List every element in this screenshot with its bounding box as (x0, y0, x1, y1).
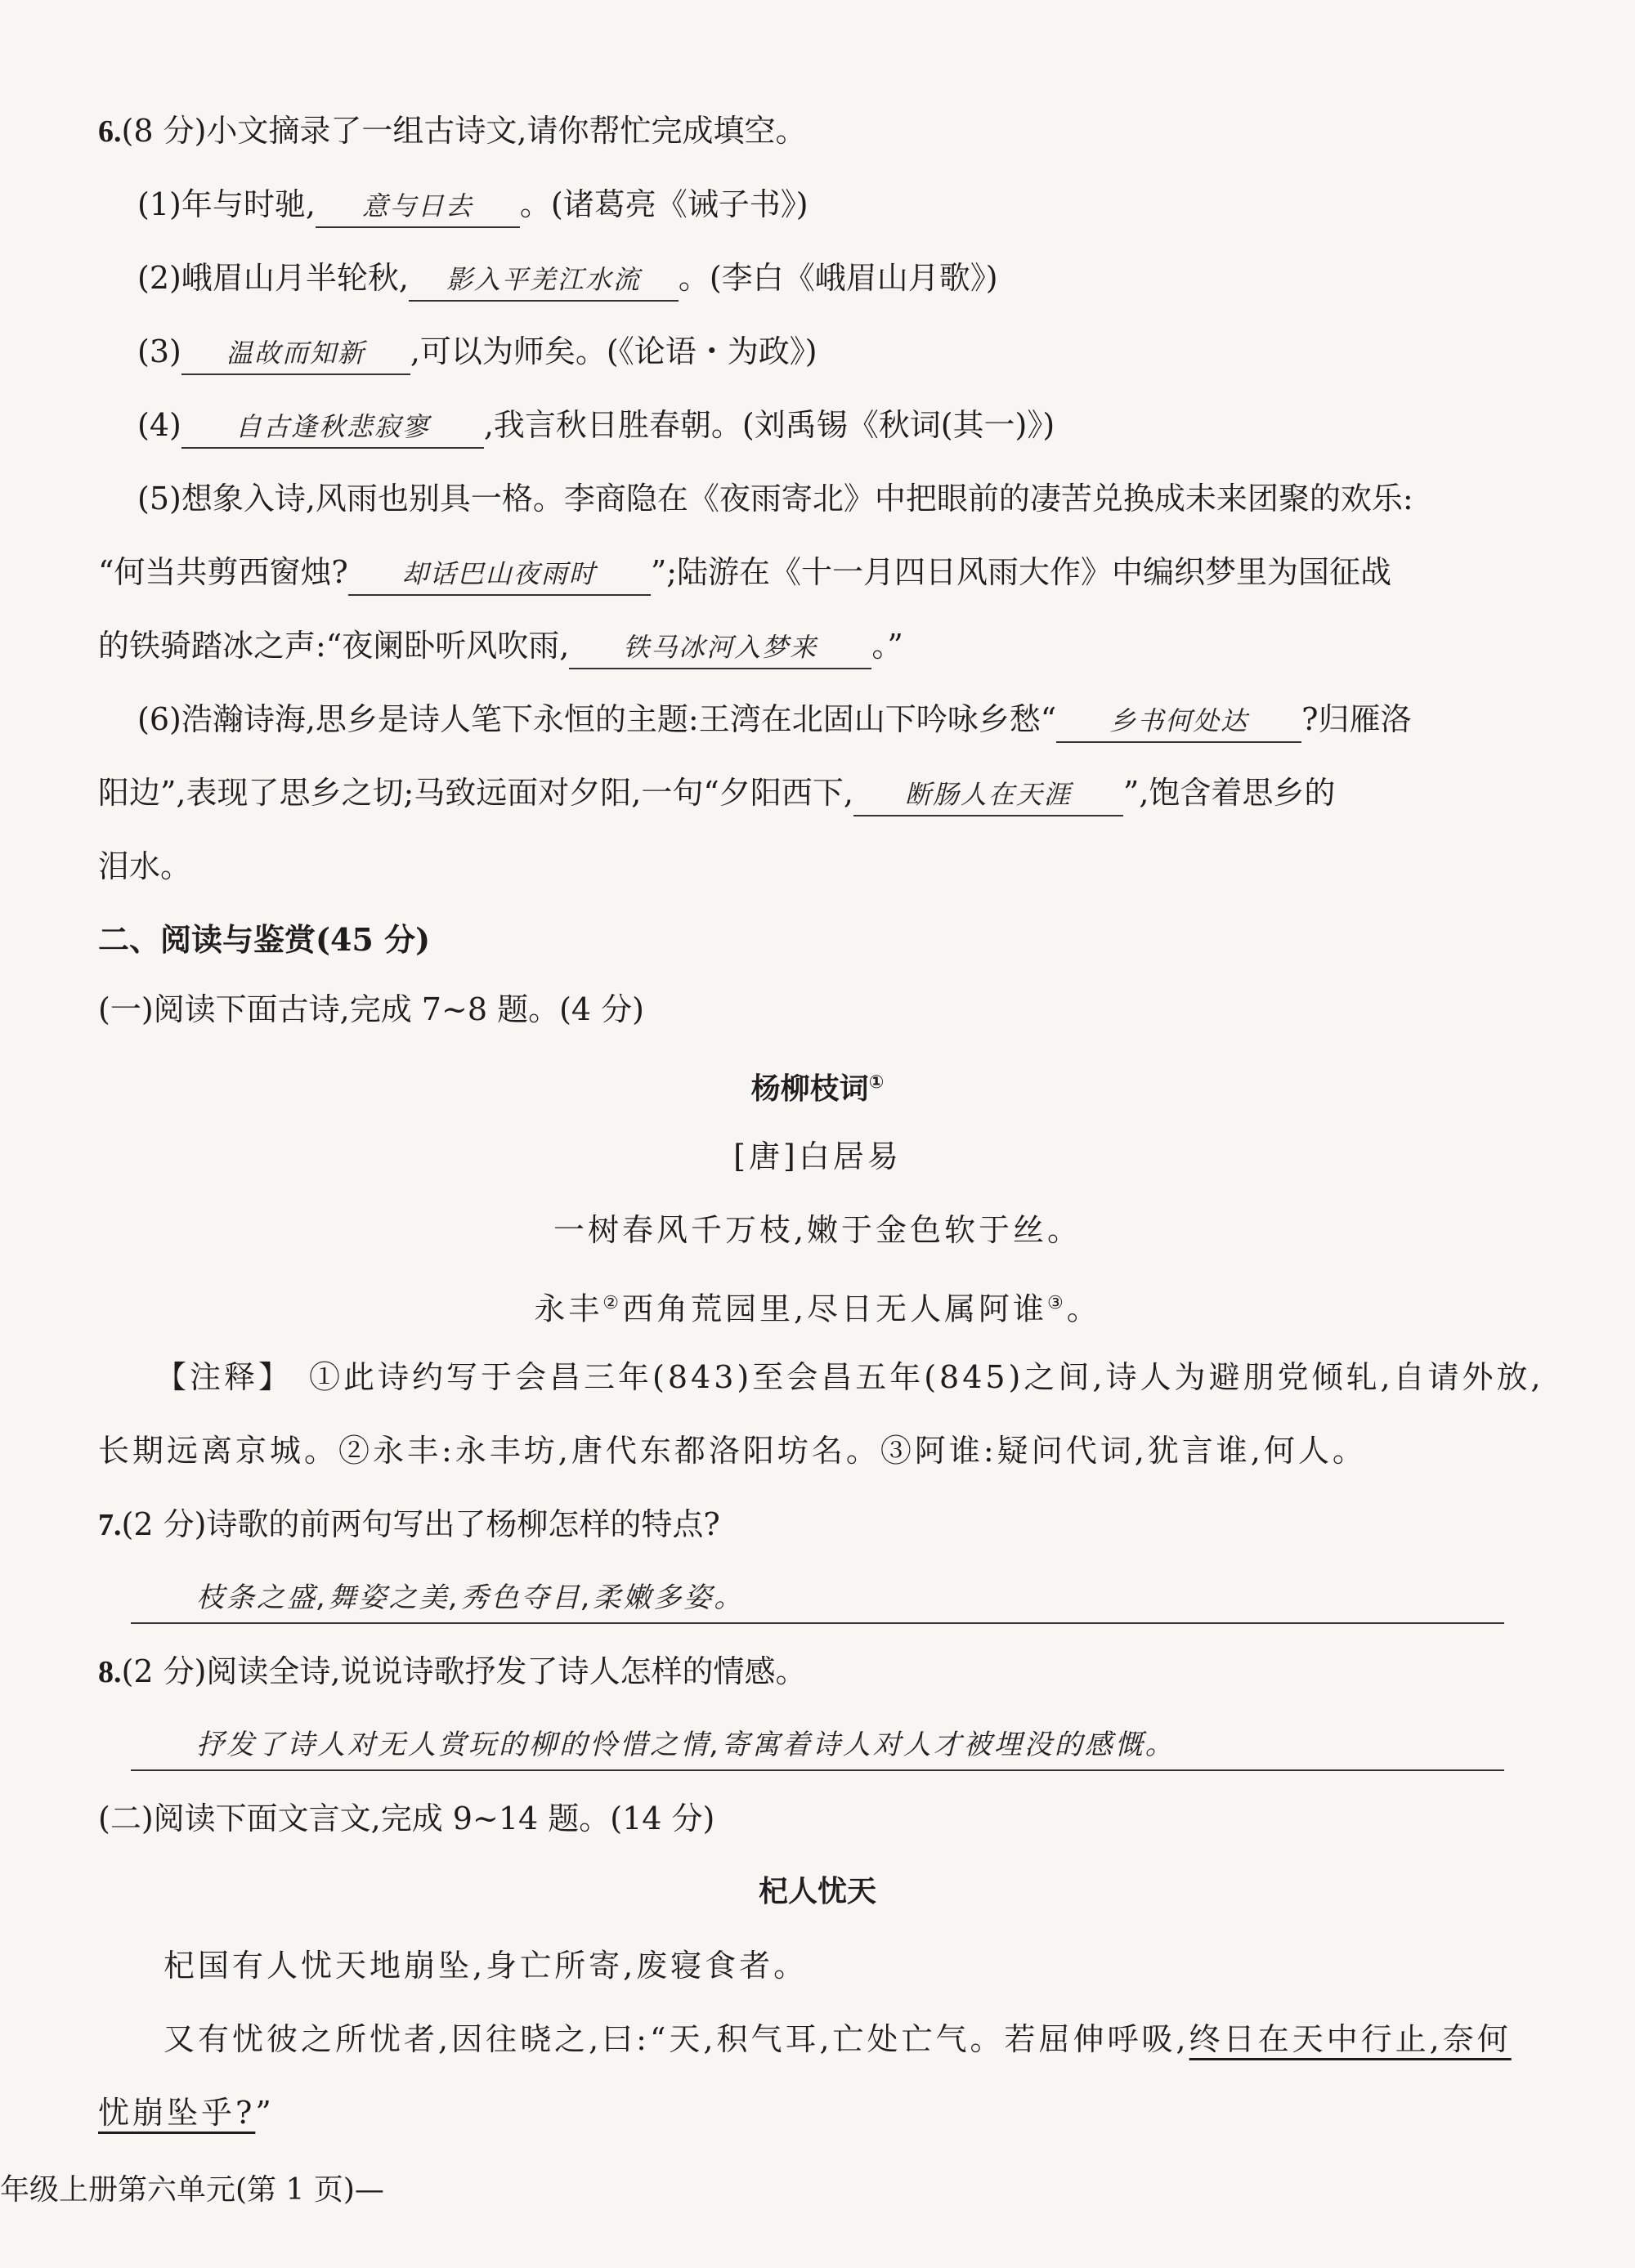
poem-note-ref-2: ② (602, 1293, 622, 1313)
poem-note-ref-3: ③ (1047, 1293, 1067, 1313)
q6-item-5-line-1: (5)想象入诗,风雨也别具一格。李商隐在《夜雨寄北》中把眼前的凄苦兑换成未来团聚的欢乐: (137, 481, 1413, 517)
prose-title: 杞人忧天 (758, 1875, 876, 1908)
q6-item-2 (137, 253, 998, 302)
q6-item-4-prefix: (4) (137, 407, 181, 443)
q6-item-2-prefix: (2)峨眉山月半轮秋, (137, 260, 409, 296)
part-1-intro: (一)阅读下面古诗,完成 7~8 题。(4 分) (98, 991, 644, 1027)
q6-item-6-line-1 (137, 695, 1412, 744)
q6-item-6-middle: ?归雁洛 (1301, 701, 1412, 737)
q8-text: (2 分)阅读全诗,说说诗歌抒发了诗人怎样的情感。 (121, 1653, 807, 1689)
notes-label: 【注释】 (155, 1359, 293, 1395)
q6-item-3-suffix: ,可以为师矣。(《论语・为政》) (410, 333, 818, 369)
q6-item-1-prefix: (1)年与时驰, (137, 186, 316, 222)
q6-item-5-line-3 (98, 621, 903, 670)
poem-line-2 (0, 1279, 1635, 1334)
q6-item-2-suffix: 。(李白《峨眉山月歌》) (678, 260, 998, 296)
q6-item-5-answer-2: 铁马冰河入梦来 (569, 627, 871, 669)
q6-item-5-prefix-2: 的铁骑踏冰之声:“夜阑卧听风吹雨, (98, 628, 570, 664)
q6-item-5-prefix: “何当共剪西窗烛? (98, 554, 348, 590)
prose-line-3-end: ” (255, 2095, 275, 2131)
q6-item-6-prefix-2: 阳边”,表现了思乡之切;马致远面对夕阳,一句“夕阳西下, (98, 775, 853, 811)
prose-line-3 (98, 2088, 275, 2137)
q6-item-1 (137, 180, 809, 229)
section-2-title: 二、阅读与鉴赏(45 分) (98, 921, 431, 958)
q6-heading (98, 106, 807, 156)
q6-heading-text: (8 分)小文摘录了一组古诗文,请你帮忙完成填空。 (121, 113, 807, 149)
q6-item-5-line-2 (98, 548, 1391, 597)
q8-question (98, 1647, 807, 1697)
poem-line-2-part-a: 永丰 (534, 1291, 603, 1327)
q6-item-6-answer-1: 乡书何处达 (1056, 700, 1301, 743)
q6-item-6-prefix: (6)浩瀚诗海,思乡是诗人笔下永恒的主题:王湾在北固山下吟咏乡愁“ (137, 701, 1057, 737)
poem-title-note: ① (868, 1072, 885, 1093)
q6-item-3-answer: 温故而知新 (181, 333, 410, 375)
q6-item-4-answer: 自古逢秋悲寂寥 (181, 406, 484, 449)
q6-item-5-middle: ”;陆游在《十一月四日风雨大作》中编织梦里为国征战 (650, 554, 1392, 590)
prose-line-2 (164, 2015, 1512, 2064)
poem-line-2-part-c: 。 (1066, 1291, 1101, 1327)
q6-item-6-suffix: ”,饱含着思乡的 (1122, 775, 1336, 811)
prose-line-1: 杞国有人忧天地崩坠,身亡所寄,废寝食者。 (164, 1948, 809, 1984)
q6-item-5-suffix: 。” (871, 628, 903, 664)
q7-text: (2 分)诗歌的前两句写出了杨柳怎样的特点? (121, 1506, 720, 1542)
q6-item-4 (137, 400, 1055, 450)
notes-text-1: ①此诗约写于会昌三年(843)至会昌五年(845)之间,诗人为避朋党倾轧,自请外放, (309, 1359, 1544, 1395)
q6-item-3-prefix: (3) (137, 333, 181, 369)
poem-line-1: 一树春风千万枝,嫩于金色软于丝。 (553, 1212, 1082, 1248)
q6-number: 6. (98, 114, 122, 149)
q8-answer: 抒发了诗人对无人赏玩的柳的怜惜之情,寄寓着诗人对人才被埋没的感慨。 (196, 1729, 1176, 1761)
q6-item-6-answer-2: 断肠人在天涯 (853, 774, 1123, 816)
page-footer: 年级上册第六单元(第 1 页)— (0, 2173, 384, 2207)
q6-item-1-answer: 意与日去 (316, 186, 520, 228)
prose-underlined-1: 终日在天中行止,奈何 (1189, 2021, 1512, 2057)
poem-title (0, 1058, 1635, 1114)
q7-question (98, 1500, 720, 1550)
notes-line-2: 长期远离京城。②永丰:永丰坊,唐代东都洛阳坊名。③阿谁:疑问代词,犹言谁,何人。 (98, 1433, 1367, 1469)
q6-item-1-suffix: 。(诸葛亮《诫子书》) (519, 186, 809, 222)
q8-number: 8. (98, 1655, 122, 1689)
q6-item-5-answer-1: 却话巴山夜雨时 (348, 553, 651, 596)
q7-answer: 枝条之盛,舞姿之美,秀色夺目,柔嫩多姿。 (196, 1581, 745, 1614)
prose-underlined-2: 忧崩坠乎? (98, 2095, 256, 2131)
q8-answer-line (131, 1769, 1504, 1771)
poem-title-text: 杨柳枝词 (750, 1072, 869, 1106)
q6-item-3 (137, 327, 818, 376)
part-2-intro: (二)阅读下面文言文,完成 9~14 题。(14 分) (98, 1801, 715, 1836)
q7-answer-line (131, 1622, 1504, 1624)
q7-number: 7. (98, 1508, 122, 1542)
poem-line-2-part-b: 西角荒园里,尽日无人属阿谁 (621, 1291, 1048, 1327)
q6-item-6-line-3: 泪水。 (98, 848, 192, 884)
q6-item-6-line-2 (98, 768, 1335, 817)
q6-item-2-answer: 影入平羌江水流 (409, 259, 679, 302)
notes-line-1 (155, 1353, 1544, 1402)
q6-item-4-suffix: ,我言秋日胜春朝。(刘禹锡《秋词(其一)》) (483, 407, 1055, 443)
prose-line-2-text: 又有忧彼之所忧者,因往晓之,曰:“天,积气耳,亡处亡气。若屈伸呼吸, (164, 2021, 1189, 2057)
poem-author: [唐]白居易 (733, 1138, 902, 1174)
